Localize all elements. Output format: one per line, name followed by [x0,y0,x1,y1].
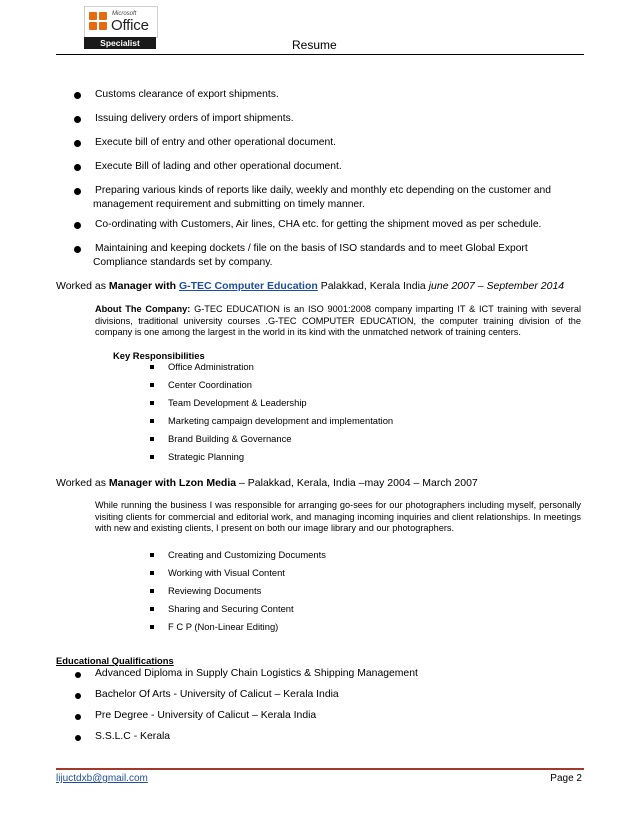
responsibility-item: Sharing and Securing Content [168,603,294,614]
page-title: Resume [292,38,337,52]
duty-line: Execute bill of entry and other operational document. [95,137,336,148]
page-number: Page 2 [550,773,582,784]
duty-item [95,218,541,232]
duty-item [95,88,279,102]
bullet-icon [74,222,81,229]
duty-item [95,242,528,270]
responsibility-item: Reviewing Documents [168,585,262,596]
duty-line: Customs clearance of export shipments. [95,89,279,100]
logo-office-text: Office [111,17,149,34]
square-bullet-icon [150,553,154,557]
duty-item [95,136,336,150]
duty-line: Co-ordinating with Customers, Air lines, CHA etc. for getting the shipment moved as per schedule. [95,219,542,230]
duty-item [95,160,342,174]
job1-about: About The Company: G-TEC EDUCATION is an ISO 9001:2008 company imparting IT & ICT training with several divisions, traditional university courses .G-TEC COMPUTER EDUCATION, the computer training division of the company is one among the largest in the world in its kind with the unmatched network of training centers. [95,304,581,337]
bullet-icon [75,693,81,699]
bullet-icon [75,735,81,741]
square-bullet-icon [150,625,154,629]
duty-line: management requirement and submitting on timely manner. [93,199,365,210]
responsibility-item: Creating and Customizing Documents [168,549,326,560]
education-item: S.S.L.C - Kerala [95,731,171,742]
duty-line: Maintaining and keeping dockets / file on the basis of ISO standards and to meet Global Export [95,243,528,254]
job2-about: While running the business I was responsible for arranging go-sees for our photographers including myself, personally visiting clients for commercial and editorial work, and managing incoming inquiries and client relationships. In meetings with new and existing clients, I present on both our image library and our photographers. [95,500,581,533]
bullet-icon [74,116,81,123]
square-bullet-icon [150,365,154,369]
bullet-icon [74,188,81,195]
responsibility-item: Brand Building & Governance [168,433,292,444]
bullet-icon [74,92,81,99]
office-logo-icon [89,12,108,31]
bullet-icon [74,164,81,171]
square-bullet-icon [150,437,154,441]
bullet-icon [75,672,81,678]
company-link-gtec[interactable]: G-TEC Computer Education [178,280,318,292]
footer-divider [56,768,584,770]
duty-line: Issuing delivery orders of import shipments. [95,113,294,124]
bullet-icon [74,140,81,147]
responsibility-item: Working with Visual Content [168,567,285,578]
bullet-icon [74,246,81,253]
education-heading: Educational Qualifications [56,655,174,666]
square-bullet-icon [150,607,154,611]
logo-specialist-badge: Specialist [84,37,156,49]
job2-heading: Worked as Manager with Lzon Media – Palakkad, Kerala, India –may 2004 – March 2007 [56,477,478,489]
responsibility-item: Center Coordination [168,379,252,390]
job1-heading: Worked as Manager with G-TEC Computer Education Palakkad, Kerala India june 2007 – September 2014 [56,280,565,292]
education-item: Pre Degree - University of Calicut – Kerala India [95,710,317,721]
duty-line: Execute Bill of lading and other operational document. [95,161,342,172]
education-item: Advanced Diploma in Supply Chain Logistics & Shipping Management [95,668,418,679]
bullet-icon [75,714,81,720]
responsibility-item: Office Administration [168,361,254,372]
logo-microsoft-text: Microsoft [112,11,137,17]
footer-email-link[interactable]: lijuctdxb@gmail.com [56,773,148,784]
responsibility-item: Marketing campaign development and implementation [168,415,394,426]
square-bullet-icon [150,589,154,593]
header-divider [56,54,584,55]
responsibility-item: F C P (Non-Linear Editing) [168,621,279,632]
logo-top [84,6,158,38]
education-item: Bachelor Of Arts - University of Calicut – Kerala India [95,689,339,700]
key-responsibilities-label: Key Responsibilities [113,350,205,361]
square-bullet-icon [150,419,154,423]
responsibility-item: Strategic Planning [168,451,245,462]
square-bullet-icon [150,383,154,387]
square-bullet-icon [150,455,154,459]
office-specialist-logo [84,6,156,48]
square-bullet-icon [150,571,154,575]
duty-line: Compliance standards set by company. [93,257,273,268]
duty-line: Preparing various kinds of reports like daily, weekly and monthly etc depending on the customer and [95,185,551,196]
square-bullet-icon [150,401,154,405]
duty-item [95,112,294,126]
responsibility-item: Team Development & Leadership [168,397,307,408]
duty-item [95,184,551,212]
